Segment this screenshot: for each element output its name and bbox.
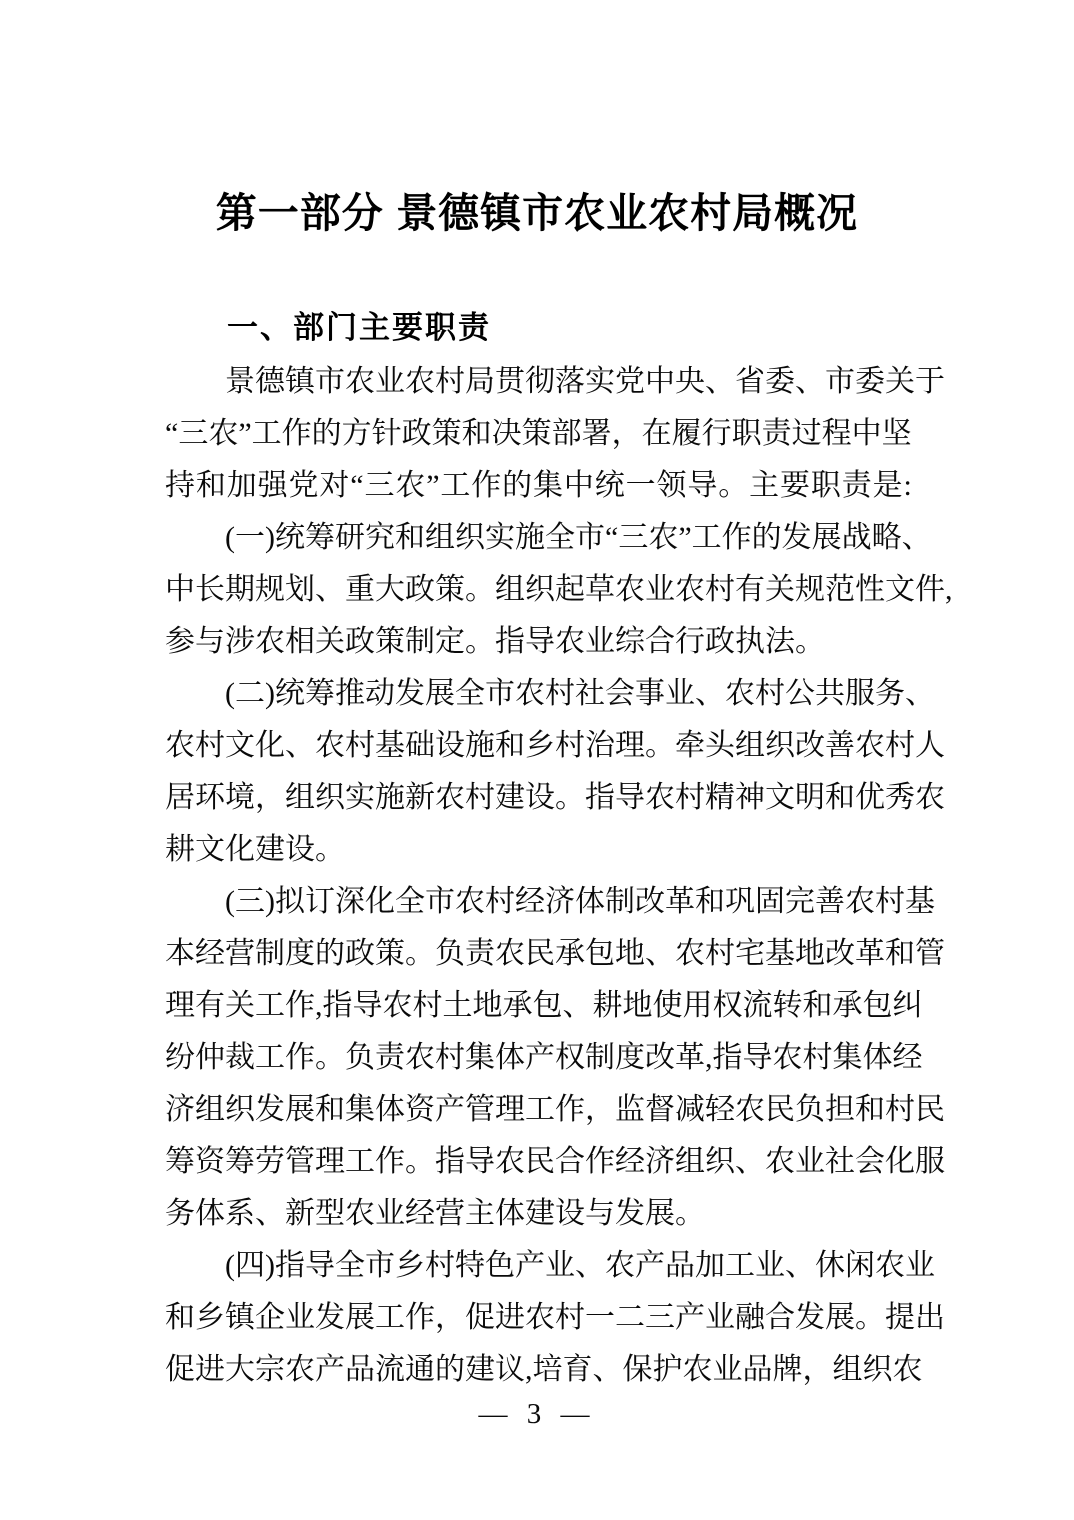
body-line: ( 二 ) 统 筹 推 动 发 展 全 市 农 村 社 会 事 业 、 农 村 公 共 服 务 、 bbox=[225, 677, 935, 710]
body-line: “ 三 农 ” 工 作 的 方 针 政 策 和 决 策 部 署 ， 在 履 行 职 责 过 程 中 坚 bbox=[165, 417, 912, 450]
page-number: — 3 — bbox=[478, 1398, 596, 1430]
body-line: 和 乡 镇 企 业 发 展 工 作 ， 促 进 农 村 一 二 三 产 业 融 合 发 展 。 提 出 bbox=[165, 1301, 945, 1334]
section-heading: 一、部门主要职责 bbox=[227, 310, 491, 345]
body-line: 济 组 织 发 展 和 集 体 资 产 管 理 工 作 ， 监 督 减 轻 农 民 负 担 和 村 民 bbox=[165, 1093, 945, 1126]
body-line: 景 德 镇 市 农 业 农 村 局 贯 彻 落 实 党 中 央 、 省 委 、 市 委 关 于 bbox=[225, 365, 945, 398]
body-line: 务体系、新型农业经营主体建设与发展。 bbox=[165, 1197, 705, 1230]
body-line: ( 一 ) 统 筹 研 究 和 组 织 实 施 全 市 “ 三 农 ” 工 作 的 发 展 战 略 、 bbox=[225, 521, 932, 554]
body-line: ( 三 ) 拟 订 深 化 全 市 农 村 经 济 体 制 改 革 和 巩 固 完 善 农 村 基 bbox=[225, 885, 935, 918]
body-line: 纷 仲 裁 工 作 。 负 责 农 村 集 体 产 权 制 度 改 革 , 指 导 农 村 集 体 经 bbox=[165, 1041, 923, 1074]
body-line: 本 经 营 制 度 的 政 策 。 负 责 农 民 承 包 地 、 农 村 宅 基 地 改 革 和 管 bbox=[165, 937, 945, 970]
body-line: 筹 资 筹 劳 管 理 工 作 。 指 导 农 民 合 作 经 济 组 织 、 农 业 社 会 化 服 bbox=[165, 1145, 945, 1178]
page-title: 第一部分 景德镇市农业农村局概况 bbox=[215, 190, 859, 236]
body-line: 理 有 关 工 作 , 指 导 农 村 土 地 承 包 、 耕 地 使 用 权 流 转 和 承 包 纠 bbox=[165, 989, 923, 1022]
body-line: 居 环 境 ， 组 织 实 施 新 农 村 建 设 。 指 导 农 村 精 神 文 明 和 优 秀 农 bbox=[165, 781, 945, 814]
body-line: 促 进 大 宗 农 产 品 流 通 的 建 议 , 培 育 、 保 护 农 业 品 牌 ， 组 织 农 bbox=[165, 1353, 923, 1386]
body-text bbox=[165, 356, 953, 1396]
body-line: 持 和 加 强 党 对 “ 三 农 ” 工 作 的 集 中 统 一 领 导 。 主 要 职 责 是 : bbox=[165, 469, 912, 502]
body-line: 农 村 文 化 、 农 村 基 础 设 施 和 乡 村 治 理 。 牵 头 组 织 改 善 农 村 人 bbox=[165, 729, 945, 762]
body-line: 中 长 期 规 划 、 重 大 政 策 。 组 织 起 草 农 业 农 村 有 关 规 范 性 文 件 , bbox=[165, 573, 953, 606]
body-line: ( 四 ) 指 导 全 市 乡 村 特 色 产 业 、 农 产 品 加 工 业 、 休 闲 农 业 bbox=[225, 1249, 935, 1282]
body-line: 参与涉农相关政策制定。指导农业综合行政执法。 bbox=[165, 625, 825, 658]
page-footer bbox=[0, 1398, 1074, 1431]
body-line: 耕文化建设。 bbox=[165, 833, 345, 866]
